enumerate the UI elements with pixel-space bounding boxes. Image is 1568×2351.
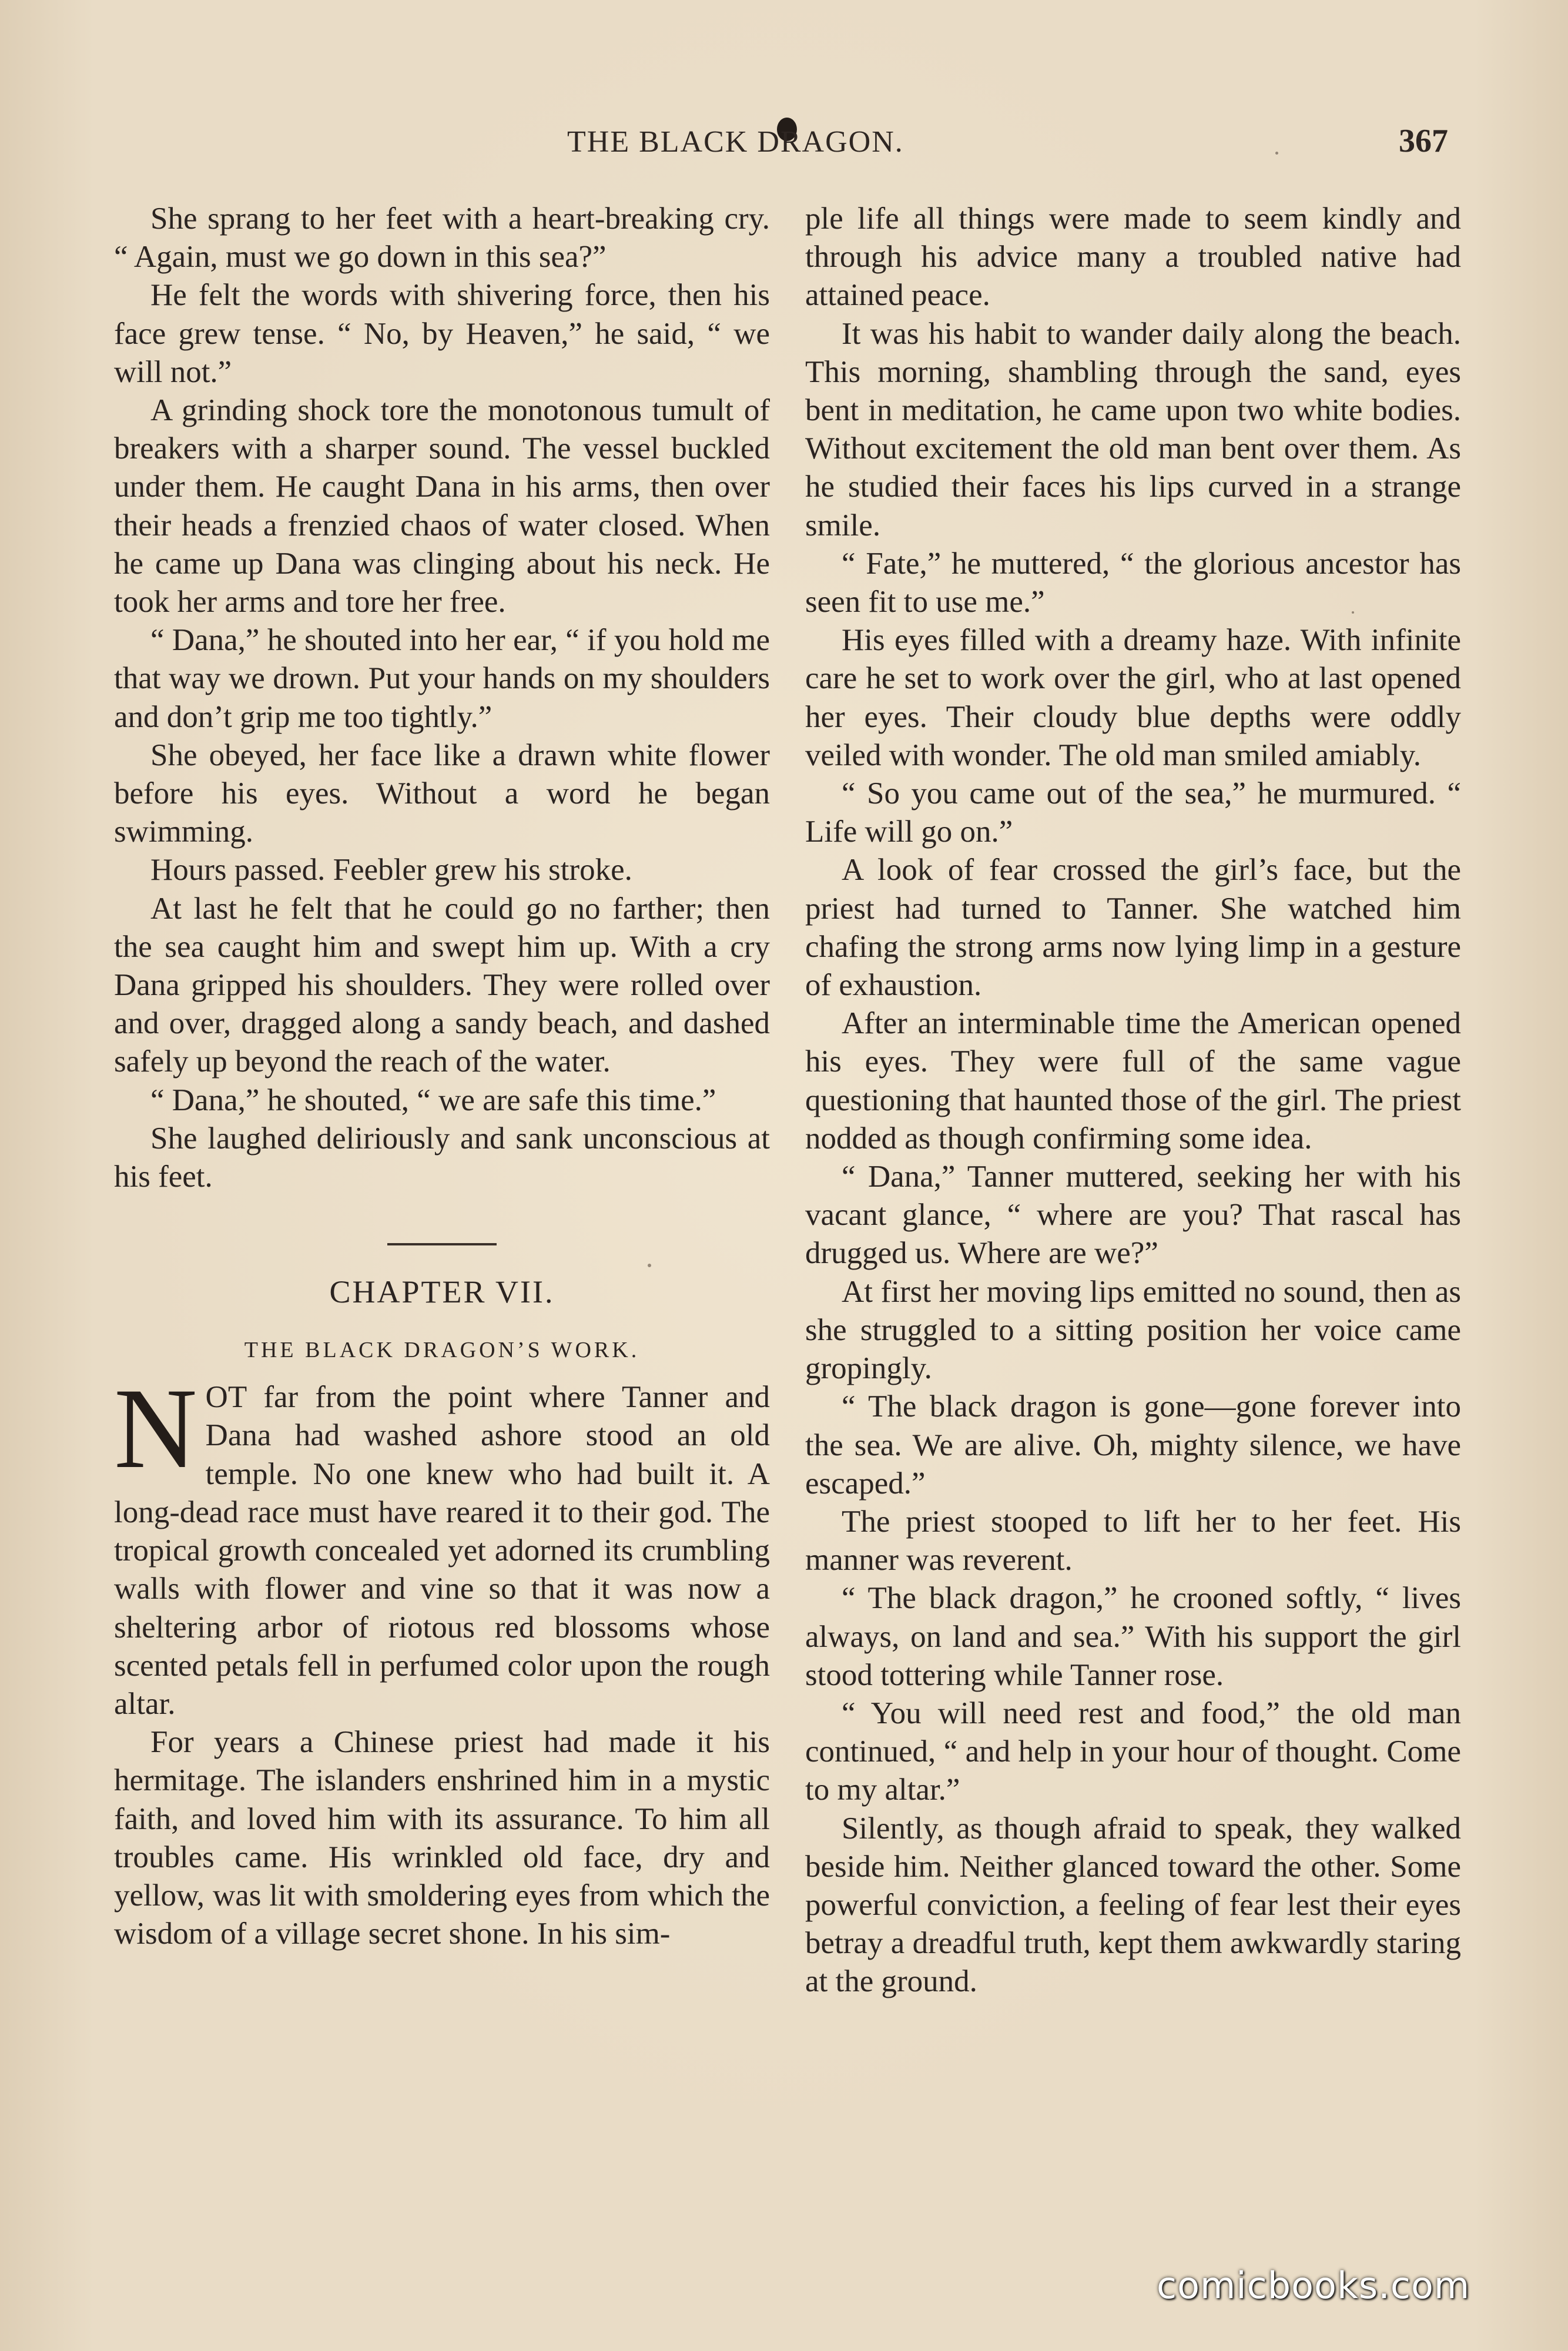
paragraph: “ Dana,” he shouted into her ear, “ if you hold me that way we drown. Put your hands on my shoulders and don’t grip me too tightly.” (114, 623, 770, 734)
page-number: 367 (1399, 123, 1448, 159)
paper-speck (1352, 611, 1354, 614)
page-header (0, 125, 1568, 172)
paragraph: For years a Chinese priest had made it his hermitage. The islanders enshrined him in a mystic faith, and loved him with its assurance. To him all troubles came. His wrinkled old face, dry and yellow, was lit with smoldering eyes from which the wisdom of a village secret shone. In his sim- (114, 1725, 770, 1951)
paragraph: “ So you came out of the sea,” he murmured. “ Life will go on.” (805, 776, 1461, 849)
paragraph: “ The black dragon is gone—gone forever into the sea. We are alive. Oh, mighty silence, we have escaped.” (805, 1389, 1461, 1501)
paragraph: He felt the words with shivering force, then his face grew tense. “ No, by Heaven,” he said, “ we will not.” (114, 278, 770, 389)
paragraph: At first her moving lips emitted no sound, then as she struggled to a sitting position her voice came gropingly. (805, 1274, 1461, 1386)
paragraph: “ Fate,” he muttered, “ the glorious ancestor has seen fit to use me.” (805, 546, 1461, 619)
site-watermark: comicbooks.com (1157, 2264, 1470, 2307)
paragraph: A look of fear crossed the girl’s face, but the priest had turned to Tanner. She watched him chafing the strong arms now lying limp in a gesture of exhaustion. (805, 853, 1461, 1003)
chapter-heading (114, 1243, 770, 1368)
opening-paragraph-text: OT far from the point where Tanner and Dana had washed ashore stood an old temple. No one knew who had built it. A long-dead race must have reared it to their god. The tropical growth concealed yet adorned its crumbling walls with flower and vine so that it was now a sheltering arbor of riotous red blossoms whose scented petals fell in perfumed color upon the rough altar. (114, 1380, 770, 1721)
paragraph: It was his habit to wander daily along the beach. This morning, shambling through the sand, eyes bent in meditation, he came upon two white bodies. Without excitement the old man bent over them. As he studied their faces his lips curved in a strange smile. (805, 316, 1461, 542)
paragraph-continuation: ple life all things were made to seem kindly and through his advice many a troubled native had attained peace. (805, 202, 1461, 313)
paragraph: She laughed deliriously and sank unconscious at his feet. (114, 1121, 770, 1194)
paragraph: Silently, as though afraid to speak, they walked beside him. Neither glanced toward the other. Some powerful conviction, a feeling of fear lest their eyes betray a dreadful truth, kept them awkwardly staring at the ground. (805, 1811, 1461, 1999)
running-title: THE BLACK DRAGON. (567, 125, 904, 159)
drop-cap: N (114, 1365, 197, 1493)
paragraph: She obeyed, her face like a drawn white flower before his eyes. Without a word he began swimming. (114, 738, 770, 849)
paragraph: She sprang to her feet with a heart-breaking cry. “ Again, must we go down in this sea?” (114, 202, 770, 274)
paper-speck (648, 1264, 651, 1267)
paper-speck (1275, 152, 1278, 155)
chapter-title: CHAPTER VII. (329, 1274, 555, 1310)
paragraph: At last he felt that he could go no farther; then the sea caught him and swept him up. With a cry Dana gripped his shoulders. They were rolled over and over, dragged along a sandy beach, and dashed safely up beyond the reach of the water. (114, 891, 770, 1079)
paragraph: “ The black dragon,” he crooned softly, “ lives always, on land and sea.” With his support the girl stood tottering while Tanner rose. (805, 1581, 1461, 1692)
paragraph: “ Dana,” Tanner muttered, seeking her with his vacant glance, “ where are you? That rascal has drugged us. Where are we?” (805, 1160, 1461, 1271)
right-column (805, 200, 1461, 2001)
paragraph: A grinding shock tore the monotonous tumult of breakers with a sharper sound. The vessel buckled under them. He caught Dana in his arms, then over their heads a frenzied chaos of water closed. When he came up Dana was clinging about his neck. He took her arms and tore her free. (114, 393, 770, 619)
paragraph: Hours passed. Feebler grew his stroke. (150, 853, 632, 888)
paragraph: “ Dana,” he shouted, “ we are safe this time.” (150, 1083, 716, 1117)
paragraph: “ You will need rest and food,” the old man continued, “ and help in your hour of thought. Come to my altar.” (805, 1696, 1461, 1807)
paragraph: After an interminable time the American opened his eyes. They were full of the same vague questioning that haunted those of the girl. The priest nodded as though confirming some idea. (805, 1006, 1461, 1156)
chapter-subtitle: THE BLACK DRAGON’S WORK. (244, 1338, 640, 1363)
paragraph: The priest stooped to lift her to her feet. His manner was reverent. (805, 1504, 1461, 1578)
left-column (114, 200, 770, 1953)
paragraph: His eyes filled with a dreamy haze. With infinite care he set to work over the girl, who at last opened her eyes. Their cloudy blue depths were oddly veiled with wonder. The old man smiled amiably. (805, 623, 1461, 772)
section-divider (387, 1243, 497, 1245)
opening-paragraph (114, 1365, 770, 1723)
